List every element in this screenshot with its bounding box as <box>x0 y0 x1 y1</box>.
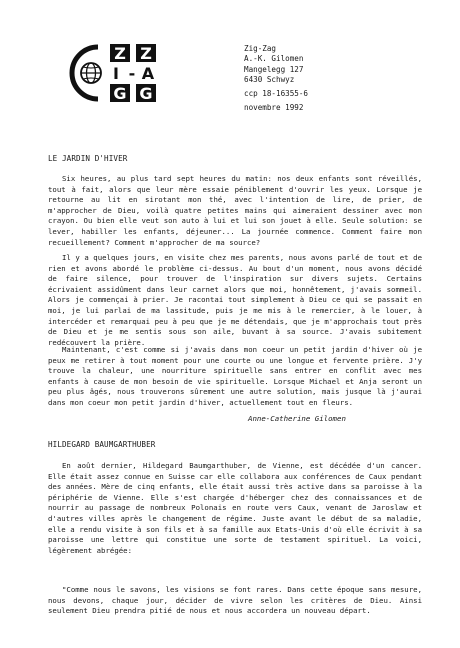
logo-letter: G <box>113 84 127 103</box>
quoted-letter: "Comme nous le savons, les visions se font rares. Dans cette époque sans mesure, nous devons, chaque jour, décider de vivre selon les critères de Dieu. Ainsi seulement Dieu prendra pitié de nous et nous accordera un nouveau départ. <box>48 585 422 616</box>
address-line: A.-K. Gilomen <box>244 54 304 64</box>
paragraph: Il y a quelques jours, en visite chez mes parents, nous avons parlé de tout et de rien et avons abordé le problème ci-dessus. Au bout d'un moment, nous avons décidé de faire silence, pour trouver de l'inspiration sur divers sujets. Certains écrivaient assidûment dans leur carnet alors que moi, honnêtement, j'avais sommeil. Alors je commençai à prier. Je racontai tout simplement à Dieu ce qui se passait en moi, je lui parlai de ma lassitude, puis je me mis à le remercier, à le louer, à intercéder et remarquai peu à peu que je me détendais, que je m'approchais tout près de Dieu et je me sentis sous son aile, buvant à sa source. J'avais subitement redécouvert la prière. <box>48 253 422 347</box>
address-line: Mangelegg 127 <box>244 64 304 74</box>
paragraph: En août dernier, Hildegard Baumgarthuber, de Vienne, est décédée d'un cancer. Elle était assez connue en Suisse car elle collabora aux conférences de Caux pendant des années. Mère de cinq enfants, elle était aussi très active dans sa paroisse à la périphérie de Vienne. Elle s'est chargée d'héberger chez des connaissances et de nourrir au passage de nombreux Polonais en route vers Caux, venant de Jaroslaw et d'autres villes après le changement de régime. Juste avant le début de sa maladie, elle a rendu visite à son fils et à sa famille aux Etats-Unis d'où elle écrivit à sa paroisse une lettre qui constitue une sorte de testament spirituel. La voici, légèrement abrégée: <box>48 461 422 555</box>
logo-letter: Z <box>114 44 126 63</box>
sender-address <box>244 44 303 86</box>
logo-letter: G <box>139 84 153 103</box>
address-line: 6430 Schwyz <box>244 75 295 85</box>
address-line: Zig-Zag <box>244 44 277 53</box>
paragraph: Six heures, au plus tard sept heures du matin: nos deux enfants sont réveillés, tout à fait, alors que leur mère essaie péniblement d'ouvrir les yeux. Lorsque je retourne au lit en sirotant mon thé, avec l'intention de lire, de prier, de m'approcher de Dieu, voilà quatre petites mains qui aimeraient dessiner avec mon crayon. Ou bien elle veut son auto à lui et lui son jouet à elle. Seule solution: se lever, habiller les enfants, déjeuner... La journée commence. Comment faire mon recueillement? Comment m'approcher de ma source? <box>48 174 422 247</box>
issue-date: novembre 1992 <box>244 103 304 112</box>
paragraph: Maintenant, c'est comme si j'avais dans mon coeur un petit jardin d'hiver où je peux me retirer à tout moment pour une courte ou une longue et fervente prière. J'y trouve la chaleur, une nourriture spirituelle sans entrer en conflit avec mes enfants à cause de mon besoin de vie spirituelle. Lorsque Michael et Anja seront un peu plus âgés, nous trouverons sûrement une autre solution, mais jusque là j'aurai dans mon coeur mon petit jardin d'hiver, actuellement tout en fleurs. <box>48 345 422 407</box>
author-signature: Anne-Catherine Gilomen <box>248 414 346 423</box>
logo-letter: A <box>141 64 155 83</box>
logo-letter: Z <box>140 44 152 63</box>
postal-account: ccp 18-16355-6 <box>244 89 309 98</box>
globe-icon <box>81 63 101 83</box>
section-title: HILDEGARD BAUMGARTHUBER <box>48 440 156 449</box>
logo-connector: - <box>128 64 136 83</box>
zig-zag-logo <box>58 41 168 105</box>
section-title: LE JARDIN D'HIVER <box>48 154 128 163</box>
logo-letter: I <box>113 64 119 83</box>
